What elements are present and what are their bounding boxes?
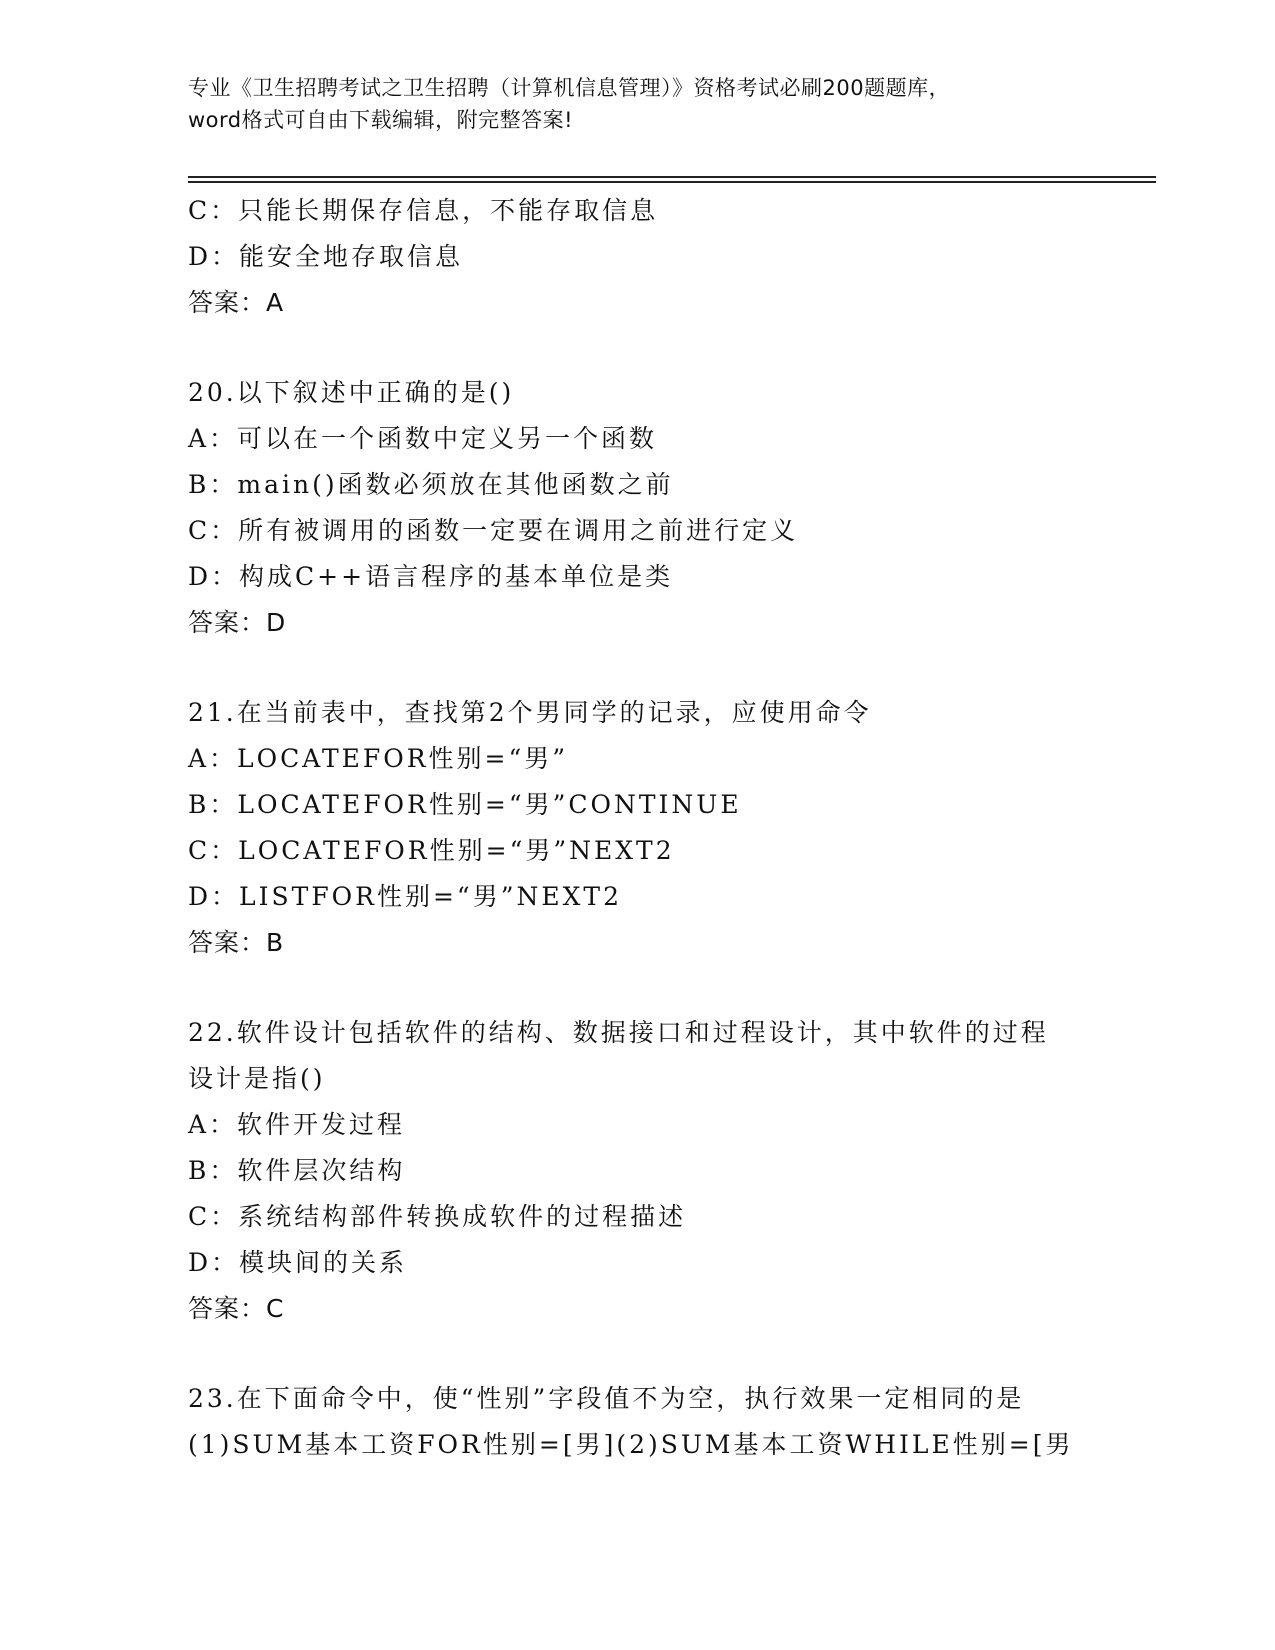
header-divider-bottom — [188, 181, 1156, 183]
option-a: A：可以在一个函数中定义另一个函数 — [188, 424, 658, 453]
answer-line: 答案：A — [188, 288, 285, 317]
question-text-line-1: 23.在下面命令中，使“性别”字段值不为空，执行效果一定相同的是 — [188, 1384, 1025, 1413]
answer-line: 答案：D — [188, 608, 287, 637]
document-header — [188, 72, 1088, 136]
option-d: D：LISTFOR性别=“男”NEXT2 — [188, 882, 622, 911]
question-22 — [188, 1010, 1158, 1332]
question-text-line-2: 设计是指() — [188, 1064, 326, 1093]
header-divider-top — [188, 176, 1156, 178]
spacer — [188, 966, 1158, 1010]
option-c: C：LOCATEFOR性别=“男”NEXT2 — [188, 836, 675, 865]
option-b: B：main()函数必须放在其他函数之前 — [188, 470, 674, 499]
option-d: D：能安全地存取信息 — [188, 242, 464, 271]
question-list — [188, 188, 1158, 1468]
question-text: 21.在当前表中，查找第2个男同学的记录，应使用命令 — [188, 698, 872, 727]
question-21 — [188, 690, 1158, 966]
option-a: A：软件开发过程 — [188, 1110, 406, 1139]
option-c: C：只能长期保存信息，不能存取信息 — [188, 196, 659, 225]
option-c: C：系统结构部件转换成软件的过程描述 — [188, 1202, 687, 1231]
question-text-line-2: (1)SUM基本工资FOR性别=[男](2)SUM基本工资WHILE性别=[男 — [188, 1430, 1074, 1459]
option-b: B：LOCATEFOR性别=“男”CONTINUE — [188, 790, 742, 819]
answer-line: 答案：B — [188, 928, 285, 957]
option-d: D：构成C++语言程序的基本单位是类 — [188, 562, 674, 591]
question-19-continuation — [188, 188, 1158, 326]
spacer — [188, 1332, 1158, 1376]
option-c: C：所有被调用的函数一定要在调用之前进行定义 — [188, 516, 799, 545]
spacer — [188, 646, 1158, 690]
question-23 — [188, 1376, 1158, 1468]
question-text-line-1: 22.软件设计包括软件的结构、数据接口和过程设计，其中软件的过程 — [188, 1018, 1049, 1047]
answer-line: 答案：C — [188, 1294, 285, 1323]
question-text: 20.以下叙述中正确的是() — [188, 378, 515, 407]
question-20 — [188, 370, 1158, 646]
option-d: D：模块间的关系 — [188, 1248, 408, 1277]
header-title-line-1: 专业《卫生招聘考试之卫生招聘（计算机信息管理）》资格考试必刷200题题库， — [188, 76, 951, 100]
option-a: A：LOCATEFOR性别=“男” — [188, 744, 569, 773]
header-title-line-2: word格式可自由下载编辑，附完整答案! — [188, 108, 574, 132]
option-b: B：软件层次结构 — [188, 1156, 406, 1185]
spacer — [188, 326, 1158, 370]
